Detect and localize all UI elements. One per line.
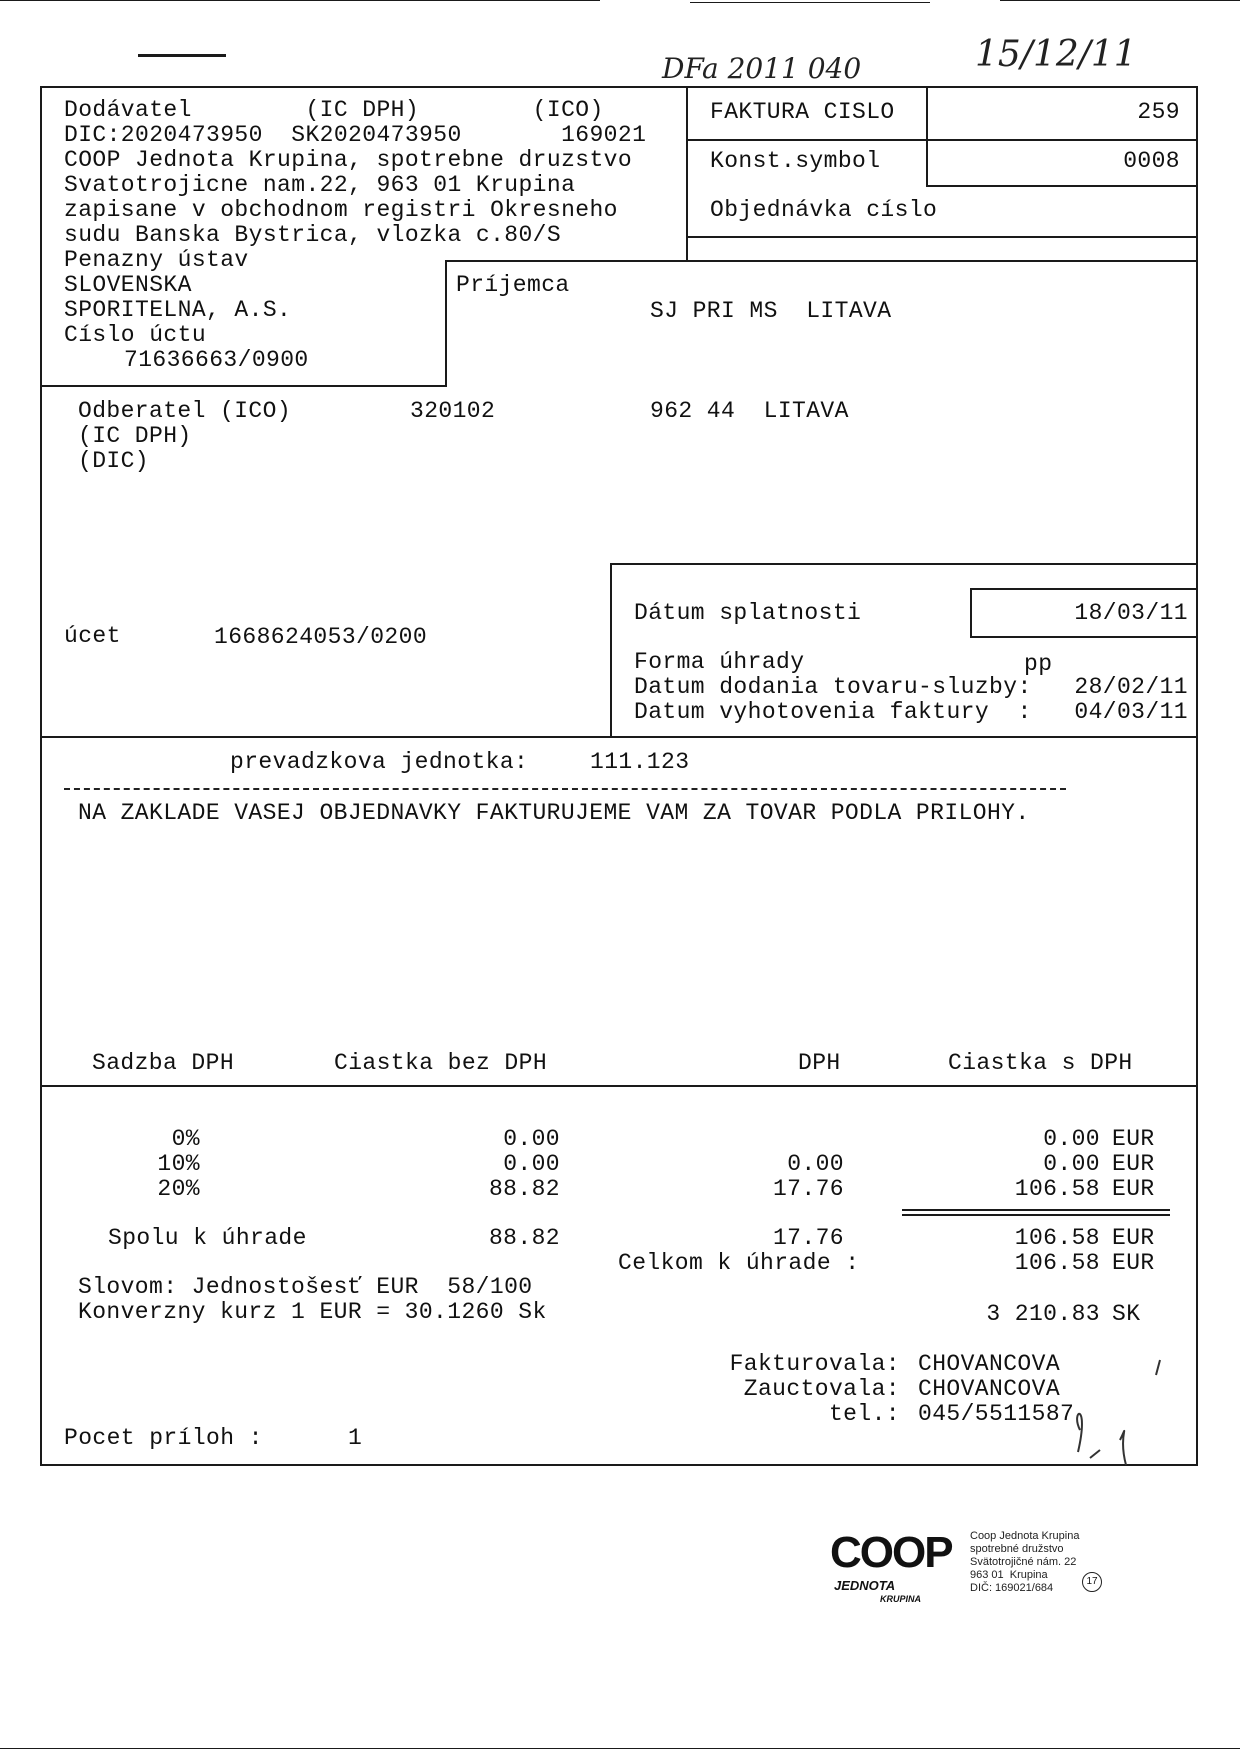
sum-currency: EUR bbox=[1112, 1225, 1155, 1251]
sum-total: 106.58 bbox=[1014, 1225, 1100, 1251]
header-bottom-right bbox=[686, 236, 1198, 238]
coop-stamp bbox=[830, 1530, 1110, 1620]
supplier-line-5: zapisane v obchodnom registri Okresneho bbox=[64, 197, 618, 223]
konst-symbol: 0008 bbox=[1123, 148, 1180, 174]
coop-logo: COOP bbox=[830, 1528, 952, 1577]
row2-currency: EUR bbox=[1112, 1151, 1155, 1177]
grand-total: 106.58 bbox=[1014, 1250, 1100, 1276]
dashed-separator bbox=[64, 788, 1066, 790]
row2-rate: 10% bbox=[157, 1151, 200, 1177]
invoice-note: NA ZAKLADE VASEJ OBJEDNAVKY FAKTURUJEME VAM ZA TOVAR PODLA PRILOHY. bbox=[78, 800, 1030, 826]
customer-account-label: úcet bbox=[64, 623, 121, 649]
issue-date-label: Datum vyhotovenia faktury : bbox=[634, 699, 1032, 725]
stamp-line-4: 963 01 Krupina bbox=[970, 1569, 1048, 1581]
row3-total: 106.58 bbox=[1014, 1176, 1100, 1202]
konst-symbol-label: Konst.symbol bbox=[710, 148, 881, 174]
bank-label: Penazny ústav bbox=[64, 247, 249, 273]
recipient-box-top bbox=[445, 260, 688, 262]
payment-form: pp bbox=[1024, 651, 1053, 677]
stamp-line-3: Svätotrojičné nám. 22 bbox=[970, 1556, 1077, 1568]
attachments-count: 1 bbox=[348, 1425, 363, 1451]
account-label: Císlo úctu bbox=[64, 322, 207, 348]
row3-base: 88.82 bbox=[488, 1176, 560, 1202]
invoice-box-line1 bbox=[686, 139, 1198, 141]
booked-by: CHOVANCOVA bbox=[918, 1376, 1061, 1402]
stamp-number: 17 bbox=[1082, 1572, 1102, 1592]
total-double-line-2 bbox=[902, 1214, 1170, 1216]
due-date: 18/03/11 bbox=[1074, 600, 1188, 626]
payment-form-label: Forma úhrady bbox=[634, 649, 805, 675]
total-sk-currency: SK bbox=[1112, 1301, 1141, 1327]
invoice-number: 259 bbox=[1137, 99, 1180, 125]
delivery-date: 28/02/11 bbox=[1074, 674, 1188, 700]
dates-bottom bbox=[40, 736, 1198, 738]
invoice-box-line2 bbox=[926, 185, 1198, 187]
supplier-line-2: DIC:2020473950 SK2020473950 169021 bbox=[64, 122, 647, 148]
delivery-date-label: Datum dodania tovaru-sluzby: bbox=[634, 674, 1032, 700]
unit-value: 111.123 bbox=[590, 749, 690, 775]
bank-name-2: SPORITELNA, A.S. bbox=[64, 297, 292, 323]
header-amount-net: Ciastka bez DPH bbox=[334, 1050, 548, 1076]
customer-ico: 320102 bbox=[410, 398, 496, 424]
header-vat-rate: Sadzba DPH bbox=[92, 1050, 235, 1076]
dates-box-top bbox=[610, 563, 1198, 565]
customer-ic-dph: (IC DPH) bbox=[78, 423, 192, 449]
stamp-line-2: spotrebné družstvo bbox=[970, 1543, 1064, 1555]
customer-dic: (DIC) bbox=[78, 448, 150, 474]
handwritten-reference: DFa 2011 040 bbox=[662, 52, 862, 85]
supplier-line-6: sudu Banska Bystrica, vlozka c.80/S bbox=[64, 222, 562, 248]
signature-scribble bbox=[1060, 1340, 1180, 1470]
invoice-number-label: FAKTURA CISLO bbox=[710, 99, 895, 125]
total-double-line-1 bbox=[902, 1209, 1170, 1211]
tel: 045/5511587 bbox=[918, 1401, 1075, 1427]
row2-base: 0.00 bbox=[503, 1151, 560, 1177]
customer-account: 1668624053/0200 bbox=[214, 624, 428, 650]
supplier-box-bottom bbox=[40, 385, 447, 387]
invoiced-by-label: Fakturovala: bbox=[729, 1351, 900, 1377]
header-divider bbox=[686, 86, 688, 261]
grand-total-label: Celkom k úhrade : bbox=[618, 1250, 860, 1276]
tel-label: tel.: bbox=[828, 1401, 900, 1427]
recipient-name: SJ PRI MS LITAVA bbox=[650, 298, 892, 324]
invoiced-by: CHOVANCOVA bbox=[918, 1351, 1061, 1377]
row1-total: 0.00 bbox=[1043, 1126, 1100, 1152]
supplier-line-4: Svatotrojicne nam.22, 963 01 Krupina bbox=[64, 172, 576, 198]
total-sk: 3 210.83 bbox=[986, 1301, 1100, 1327]
issue-date: 04/03/11 bbox=[1074, 699, 1188, 725]
sum-label: Spolu k úhrade bbox=[108, 1225, 307, 1251]
order-number-label: Objednávka císlo bbox=[710, 197, 938, 223]
row1-base: 0.00 bbox=[503, 1126, 560, 1152]
row1-currency: EUR bbox=[1112, 1126, 1155, 1152]
scan-mark bbox=[138, 54, 226, 57]
supplier-line-1: Dodávatel (IC DPH) (ICO) bbox=[64, 97, 604, 123]
recipient-label: Príjemca bbox=[456, 272, 570, 298]
bank-name-1: SLOVENSKA bbox=[64, 272, 192, 298]
sum-vat: 17.76 bbox=[772, 1225, 844, 1251]
row2-total: 0.00 bbox=[1043, 1151, 1100, 1177]
sum-base: 88.82 bbox=[488, 1225, 560, 1251]
recipient-top bbox=[686, 260, 1198, 262]
invoice-box-divider bbox=[926, 86, 928, 186]
coop-logo-sub2: KRUPINA bbox=[880, 1594, 922, 1604]
header-amount-gross: Ciastka s DPH bbox=[948, 1050, 1133, 1076]
row2-vat: 0.00 bbox=[787, 1151, 844, 1177]
supplier-line-3: COOP Jednota Krupina, spotrebne druzstvo bbox=[64, 147, 633, 173]
customer-ico-label: Odberatel (ICO) bbox=[78, 398, 292, 424]
dates-box-left bbox=[610, 563, 612, 737]
unit-label: prevadzkova jednotka: bbox=[230, 749, 529, 775]
handwritten-date: 15/12/11 bbox=[975, 34, 1137, 75]
recipient-box-left bbox=[445, 260, 447, 386]
stamp-line-1: Coop Jednota Krupina bbox=[970, 1530, 1080, 1542]
grand-total-currency: EUR bbox=[1112, 1250, 1155, 1276]
row3-vat: 17.76 bbox=[772, 1176, 844, 1202]
row1-rate: 0% bbox=[171, 1126, 200, 1152]
booked-by-label: Zauctovala: bbox=[743, 1376, 900, 1402]
top-edge-mid bbox=[690, 2, 930, 3]
row3-rate: 20% bbox=[157, 1176, 200, 1202]
table-header-line bbox=[40, 1085, 1198, 1087]
attachments-label: Pocet príloh : bbox=[64, 1425, 263, 1451]
row3-currency: EUR bbox=[1112, 1176, 1155, 1202]
coop-logo-sub1: JEDNOTA bbox=[834, 1578, 896, 1593]
due-date-label: Dátum splatnosti bbox=[634, 600, 862, 626]
top-edge-left bbox=[0, 0, 600, 1]
header-vat: DPH bbox=[798, 1050, 841, 1076]
recipient-address: 962 44 LITAVA bbox=[650, 398, 849, 424]
bottom-edge bbox=[0, 1748, 1240, 1749]
conversion-rate: Konverzny kurz 1 EUR = 30.1260 Sk bbox=[78, 1299, 547, 1325]
supplier-account: 71636663/0900 bbox=[124, 347, 309, 373]
top-edge-right bbox=[1000, 0, 1240, 1]
stamp-line-5: DIČ: 169021/684 bbox=[970, 1582, 1054, 1594]
amount-in-words: Slovom: Jednostošesť EUR 58/100 bbox=[78, 1274, 533, 1300]
